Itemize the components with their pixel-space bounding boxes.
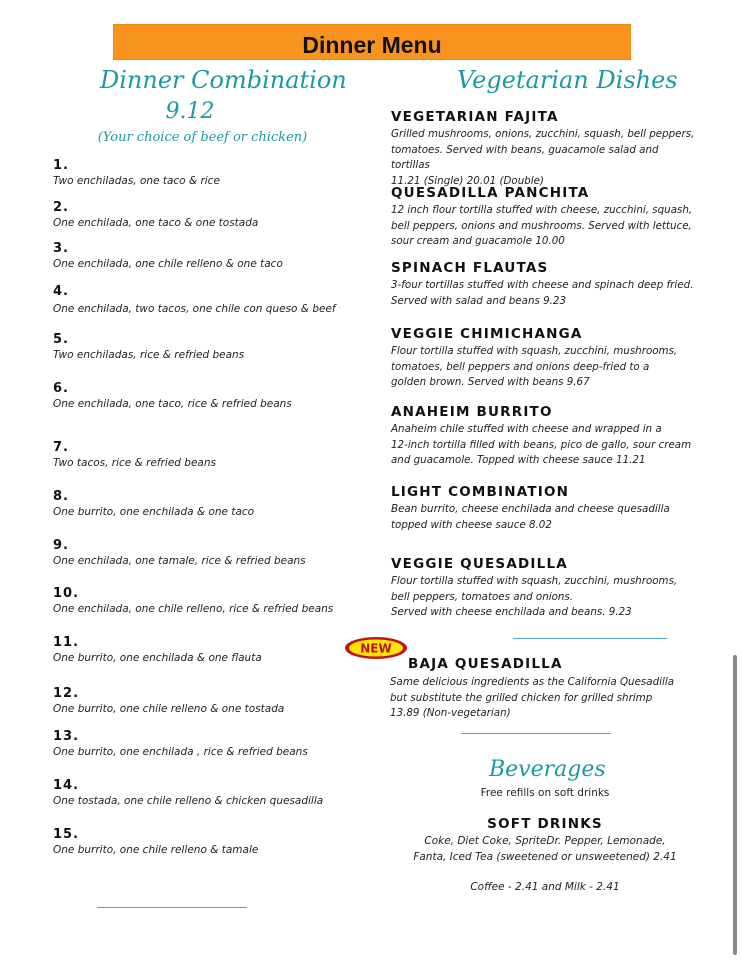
combo-number: 7. [53, 440, 69, 455]
dish-description: Flour tortilla stuffed with squash, zucchini, mushrooms, bell peppers, tomatoes and onions. Served with cheese enchilada and beans. 9.23 [391, 575, 678, 619]
new-badge-label: NEW [360, 641, 392, 656]
combo-item [53, 488, 254, 520]
new-badge-icon [344, 636, 408, 660]
dish-title: SPINACH FLAUTAS [391, 260, 549, 276]
refills-note: Free refills on soft drinks [480, 787, 610, 799]
soft-drinks-line: Coke, Diet Coke, SpriteDr. Pepper, Lemonade, [424, 835, 666, 847]
dish-description: Anaheim chile stuffed with cheese and wrapped in a 12-inch tortilla filled with beans, pico de gallo, sour cream and guacamole. Topped with cheese sauce 11.21 [391, 423, 692, 467]
combo-number: 8. [53, 489, 69, 504]
combo-number: 14. [53, 778, 80, 793]
dish-description: 3-four tortillas stuffed with cheese and spinach deep fried. Served with salad and beans 9.23 [391, 279, 694, 307]
combo-number: 9. [53, 538, 69, 553]
soft-drinks-line: Fanta, Iced Tea (sweetened or unsweetened) 2.41 [413, 851, 677, 863]
dish-item [391, 403, 696, 469]
dish-item [391, 325, 696, 391]
dish-description: Grilled mushrooms, onions, zucchini, squash, bell peppers, tomatoes. Served with beans, guacamole salad and tortillas 11.21 (Single) 20.01 (Double) [391, 128, 695, 187]
divider [97, 907, 247, 908]
combo-number: 5. [53, 332, 69, 347]
combo-number: 10. [53, 586, 80, 601]
dish-title: ANAHEIM BURRITO [391, 404, 553, 420]
combo-item [53, 439, 216, 471]
combo-item [53, 537, 306, 569]
soft-drinks-title: SOFT DRINKS [487, 816, 603, 832]
combo-number: 12. [53, 686, 80, 701]
combo-item [53, 585, 333, 617]
beverages-heading: Beverages [489, 757, 606, 782]
combo-description: Two enchiladas, one taco & rice [53, 175, 220, 187]
combo-number: 6. [53, 381, 69, 396]
dish-item [391, 184, 696, 250]
combo-item [53, 331, 244, 363]
combo-item [53, 777, 323, 809]
combo-description: One enchilada, one chile relleno, rice & refried beans [53, 603, 334, 615]
dish-item [391, 483, 696, 533]
combo-description: One burrito, one enchilada & one flauta [53, 652, 262, 664]
combo-item [53, 283, 336, 317]
dinner-combination-heading: Dinner Combination [100, 66, 347, 94]
combo-description: One enchilada, one taco & one tostada [53, 217, 259, 229]
combo-description: One enchilada, one tamale, rice & refried beans [53, 555, 306, 567]
divider [461, 733, 611, 734]
combo-number: 13. [53, 729, 80, 744]
combo-description: Two enchiladas, rice & refried beans [53, 349, 245, 361]
combo-description: One enchilada, one taco, rice & refried beans [53, 398, 292, 410]
dish-title: VEGGIE QUESADILLA [391, 556, 568, 572]
combo-item [53, 157, 220, 189]
dish-title: BAJA QUESADILLA [408, 656, 563, 672]
combo-number: 15. [53, 827, 80, 842]
combo-item [53, 634, 262, 666]
dish-item [391, 259, 696, 309]
combo-number: 3. [53, 241, 69, 256]
combo-number: 1. [53, 158, 69, 173]
combo-description: Two tacos, rice & refried beans [53, 457, 216, 469]
dish-item [391, 108, 696, 189]
combo-item [53, 826, 258, 858]
combo-description: One burrito, one enchilada , rice & refried beans [53, 746, 308, 758]
dish-description: Bean burrito, cheese enchilada and cheese quesadilla topped with cheese sauce 8.02 [391, 503, 670, 531]
dish-description: Flour tortilla stuffed with squash, zucchini, mushrooms, tomatoes, bell peppers and onions deep-fried to a golden brown. Served with beans 9.67 [391, 345, 678, 389]
combo-item [53, 240, 283, 272]
dish-title: VEGGIE CHIMICHANGA [391, 326, 583, 342]
dish-item [408, 655, 713, 674]
combo-note: (Your choice of beef or chicken) [97, 130, 308, 145]
dish-item [390, 675, 695, 722]
coffee-milk-line: Coffee - 2.41 and Milk - 2.41 [470, 881, 620, 893]
combo-item [53, 380, 292, 412]
combo-description: One burrito, one enchilada & one taco [53, 506, 255, 518]
combo-description: One burrito, one chile relleno & tamale [53, 844, 259, 856]
combo-description: One tostada, one chile relleno & chicken quesadilla [53, 795, 324, 807]
combo-description: One enchilada, one chile relleno & one taco [53, 258, 283, 270]
menu-title: Dinner Menu [302, 32, 442, 58]
dish-description: Same delicious ingredients as the California Quesadilla but substitute the grilled chicken for grilled shrimp 13.89 (Non-vegetarian) [390, 676, 675, 720]
menu-banner [113, 24, 631, 60]
combo-price: 9.12 [165, 99, 215, 124]
combo-number: 4. [53, 284, 69, 299]
dish-title: QUESADILLA PANCHITA [391, 185, 590, 201]
combo-description: One burrito, one chile relleno & one tostada [53, 703, 285, 715]
combo-number: 11. [53, 635, 80, 650]
vegetarian-heading: Vegetarian Dishes [457, 66, 678, 94]
dish-description: 12 inch flour tortilla stuffed with cheese, zucchini, squash, bell peppers, onions and mushrooms. Served with lettuce, sour cream and guacamole 10.00 [391, 204, 693, 248]
dish-item [391, 555, 696, 621]
dish-title: VEGETARIAN FAJITA [391, 109, 559, 125]
divider [513, 638, 667, 639]
scrollbar[interactable] [733, 655, 737, 955]
combo-item [53, 728, 308, 760]
combo-description: One enchilada, two tacos, one chile con queso & beef [53, 303, 336, 315]
combo-item [53, 199, 258, 231]
dish-title: LIGHT COMBINATION [391, 484, 570, 500]
combo-number: 2. [53, 200, 69, 215]
combo-item [53, 685, 284, 717]
